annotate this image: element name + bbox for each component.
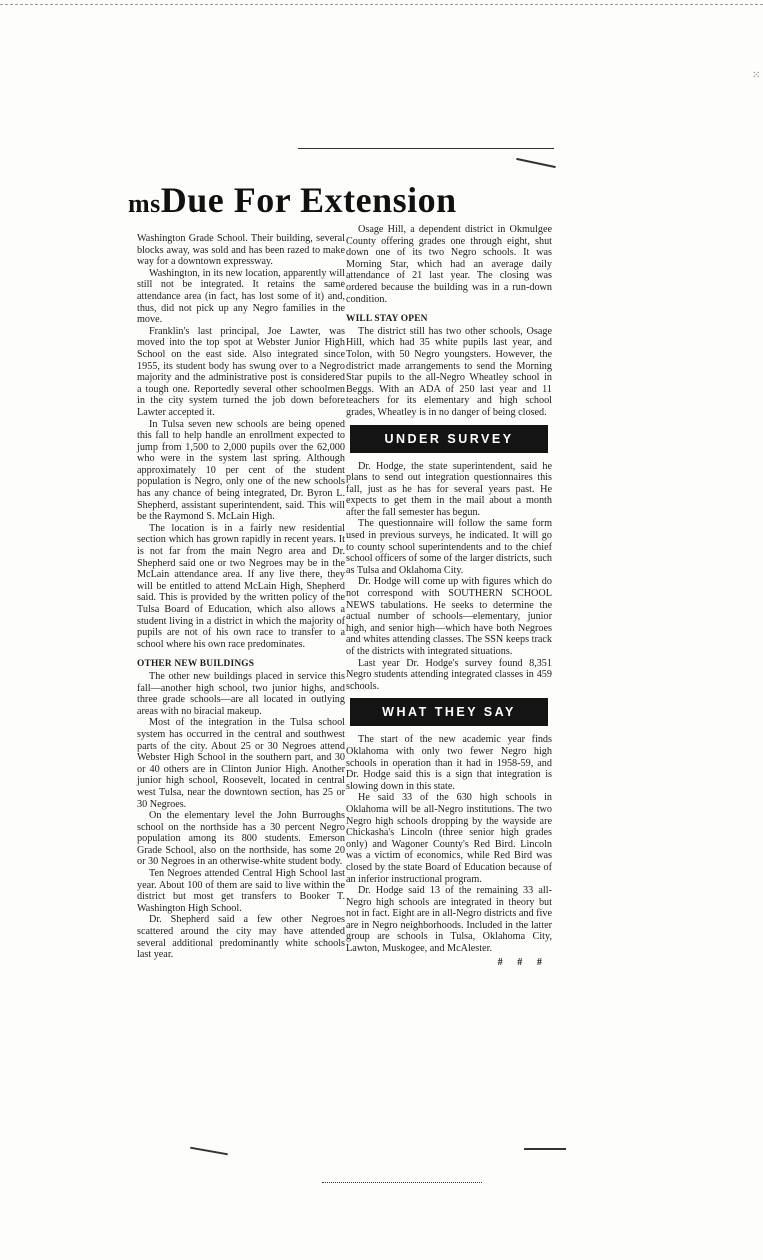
paragraph: Franklin's last principal, Joe Lawter, was moved into the top spot at Webster Junior High School on the east side. Also integrated since 1955, its student body has swung over to a Negro majority and the administrative post is considered a tough one. Reportedly several other schoolmen in the city system turned the job down before Lawter accepted it.: [137, 325, 345, 418]
paragraph: Dr. Shepherd said a few other Negroes scattered around the city may have attended several additional predominantly white schools last year.: [137, 914, 345, 961]
paragraph: On the elementary level the John Burroughs school on the northside has a 30 percent Negro population among its 800 students. Emerson Grade School, also on the northside, has some 20 or 30 Negroes in an otherwise-white student body.: [137, 810, 345, 868]
clipping-mark-bottom-right: [524, 1148, 566, 1150]
clipping-mark-bottom-left: [190, 1147, 228, 1156]
section-box-under-survey: UNDER SURVEY: [350, 425, 548, 453]
headline: [128, 178, 548, 226]
paragraph: The district still has two other schools, Osage Hill, which had 35 white pupils last year, and Tolon, with 50 Negro youngsters. However, the district made arrangements to send the Morning Star pupils to the all-Negro Wheatley school in Beggs. With an ADA of 250 last year and 11 teachers for its elementary and high school grades, Wheatley is in no danger of being closed.: [346, 325, 552, 418]
paragraph: The location is in a fairly new residential section which has grown rapidly in recent years. It is not far from the main Negro area and Dr. Shepherd said one or two Negroes may be in the McLain attendance area. If any live there, they will be entitled to attend McLain High, Shepherd said. This is provided by the written policy of the Tulsa Board of Education, which also allows a student living in a district in which the majority of pupils are not of his own race to transfer to a school where his own race predominates.: [137, 522, 345, 650]
top-rule: [298, 148, 554, 149]
headline-fragment: ms: [128, 189, 161, 218]
paragraph: Most of the integration in the Tulsa school system has occurred in the central and southwest parts of the city. About 25 or 30 Negroes attend Webster High School in the southern part, and 30 or 40 others are in Clinton Junior High. Another junior high school, Roosevelt, located in central west Tulsa, near the downtown section, has 25 or 30 Negroes.: [137, 717, 345, 810]
paragraph: Ten Negroes attended Central High School last year. About 100 of them are said to live within the district but most get transfers to Booker T. Washington High School.: [137, 868, 345, 914]
paragraph: The questionnaire will follow the same form used in previous surveys, he indicated. It will go to county school superintendents and to the chief school officers of some of the larger districts, such as Tulsa and Oklahoma City.: [346, 518, 552, 576]
section-box-what-they-say: WHAT THEY SAY: [350, 698, 548, 726]
subhead-other-new-buildings: OTHER NEW BUILDINGS: [137, 659, 255, 670]
clipping-mark-top-right: [516, 158, 556, 168]
paragraph: The start of the new academic year finds Oklahoma with only two fewer Negro high schools in operation than it had in 1958-59, and Dr. Hodge said this is a sign that integration is slowing down in this state.: [346, 734, 552, 792]
paragraph: Dr. Hodge said 13 of the remaining 33 all-Negro high schools are integrated in theory but not in fact. Eight are in all-Negro districts and five are in Negro neighborhoods. Included in the latter group are schools in Tulsa, Oklahoma City, Lawton, Muskogee, and McAlester.: [346, 885, 552, 955]
paragraph: Dr. Hodge will come up with figures which do not correspond with SOUTHERN SCHOOL NEWS tabulations. He seeks to determine the actual number of schools—elementary, junior high, and senior high—which have both Negroes and whites attending classes. The SSN keeps track of the districts with integrated situations.: [346, 576, 552, 657]
paragraph: Dr. Hodge, the state superintendent, said he plans to send out integration questionnaires this fall, just as he has for several years past. He expects to get them in the mail about a month after the fall semester has begun.: [346, 460, 552, 518]
paragraph: Washington Grade School. Their building, several blocks away, was sold and has been razed to make way for a downtown expressway.: [137, 233, 345, 268]
paragraph: Osage Hill, a dependent district in Okmulgee County offering grades one through eight, shut down one of its two Negro schools. It was Morning Star, which had an average daily attendance of 21 last year. The closing was ordered because the building was in a run-down condition.: [346, 224, 552, 305]
headline-text: Due For Extension: [160, 180, 457, 220]
margin-mark: ⁙: [752, 70, 761, 81]
subhead-will-stay-open: WILL STAY OPEN: [346, 314, 428, 325]
right-column: [346, 224, 552, 968]
paragraph: In Tulsa seven new schools are being opened this fall to help handle an enrollment expected to jump from 1,500 to 2,000 pupils over the 62,000 who were in the system last spring. Although approximately 10 per cent of the student population is Negro, only one of the new schools has any chance of being integrated, Dr. Byron L. Shepherd, assistant superintendent, said. This will be the Raymond S. McLain High.: [137, 418, 345, 523]
page-top-edge: [0, 4, 763, 5]
end-mark: # # #: [497, 956, 548, 968]
paragraph: He said 33 of the 630 high schools in Oklahoma will be all-Negro institutions. The two Negro high schools dropping by the wayside are Chickasha's Lincoln (three senior high grades only) and Wagoner County's Red Bird. Lincoln was a victim of economics, while Red Bird was closed by the state Board of Education because of an inferior instructional program.: [346, 792, 552, 885]
paragraph: The other new buildings placed in service this fall—another high school, two junior highs, and three grade schools—are all located in outlying areas with no biracial makeup.: [137, 670, 345, 717]
left-column: [137, 233, 345, 961]
bottom-rule: [322, 1182, 482, 1183]
paragraph: Last year Dr. Hodge's survey found 8,351 Negro students attending integrated classes in 459 schools.: [346, 657, 552, 692]
paragraph: Washington, in its new location, apparently will still not be integrated. It retains the same attendance area (in fact, has lost some of it) and, thus, did not pick up any Negro families in the move.: [137, 267, 345, 326]
